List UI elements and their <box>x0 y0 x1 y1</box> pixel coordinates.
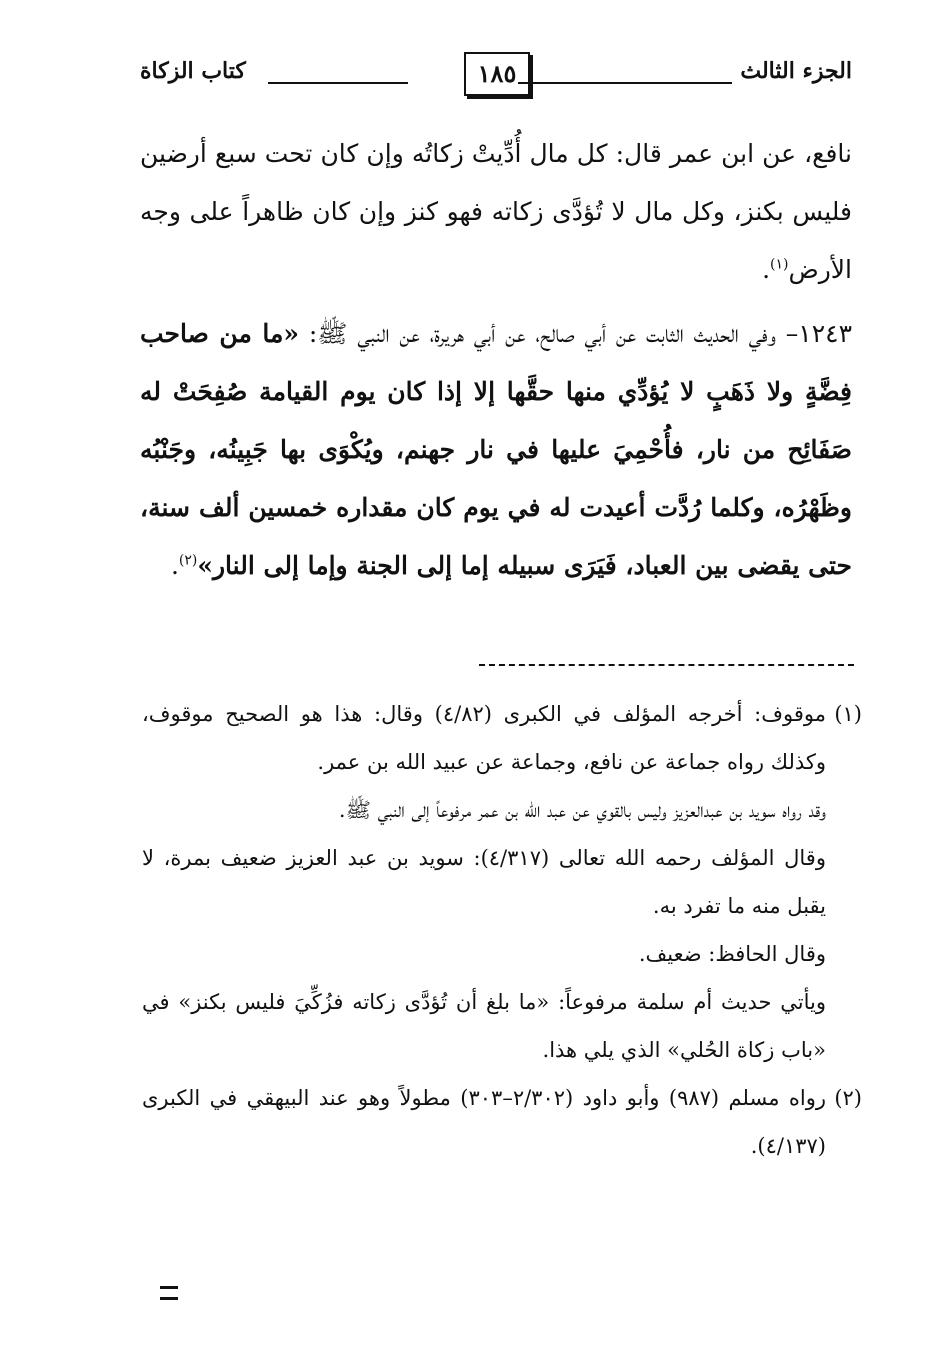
footnote-2 <box>142 1074 862 1170</box>
footnote-1-line: وقال المؤلف رحمه الله تعالى (٤/٣١٧): سويد بن عبد العزيز ضعيف بمرة، لا يقبل منه ما تفرد به. <box>142 846 826 918</box>
page-number: ١٨٥ <box>464 52 530 96</box>
footnote-separator <box>479 664 854 666</box>
paragraph-1-text: نافع، عن ابن عمر قال: كل مال أُدِّيتْ زكاتُه وإن كان تحت سبع أرضين فليس بكنز، وكل مال لا تُؤدَّى زكاته فهو كنز وإن كان ظاهراً على وجه الأرض <box>140 139 852 284</box>
header-rule-left <box>268 82 408 84</box>
footnote-2-number: (٢) <box>834 1086 862 1110</box>
footnote-ref-2: (٢) <box>178 552 198 569</box>
paragraph-2-end: . <box>170 551 179 580</box>
page-header <box>140 52 852 98</box>
footnote-2-text: رواه مسلم (٩٨٧) وأبو داود (٢/٣٠٢–٣٠٣) مطولاً وهو عند البيهقي في الكبرى (٤/١٣٧). <box>142 1086 826 1158</box>
footnote-1 <box>142 690 862 1074</box>
main-text <box>140 125 852 595</box>
paragraph-1-end: . <box>762 255 771 284</box>
header-rule-right <box>518 82 732 84</box>
paragraph-2-intro: ١٢٤٣– وفي الحديث الثابت عن أبي صالح، عن أبي هريرة، عن النبي ﷺ: <box>299 319 852 348</box>
hadith-text: «ما من صاحب فِضَّةٍ ولا ذَهَبٍ لا يُؤدِّي منها حقَّها إلا إذا كان يوم القيامة صُفِحَتْ له صَفَائِح من نار، فأُحْمِيَ عليها في نار جهنم، ويُكْوَى بها جَبِينُه، وجَنْبُه وظَهْرُه، وكلما رُدَّت أعيدت له في يوم كان مقداره خمسين ألف سنة، حتى يقضى بين العباد، فَيَرَى سبيله إما إلى الجنة وإما إلى النار» <box>140 319 852 580</box>
end-mark <box>160 1286 178 1300</box>
footnote-ref-1: (١) <box>770 256 789 273</box>
book-title: كتاب الزكاة <box>140 58 246 84</box>
footnote-1-line: موقوف: أخرجه المؤلف في الكبرى (٤/٨٢) وقال: هذا هو الصحيح موقوف، وكذلك رواه جماعة عن نافع، وجماعة عن عبيد الله بن عمر. <box>142 702 826 774</box>
footnote-1-number: (١) <box>834 702 862 726</box>
volume-title: الجزء الثالث <box>740 58 852 84</box>
footnote-1-line: وقال الحافظ: ضعيف. <box>638 942 826 966</box>
footnote-1-line: وقد رواه سويد بن عبدالعزيز وليس بالقوي عن عبد الله بن عمر مرفوعاً إلى النبي ﷺ. <box>338 798 826 822</box>
footnotes <box>142 690 862 1170</box>
footnote-1-line: ويأتي حديث أم سلمة مرفوعاً: «ما بلغ أن تُؤدَّى زكاته فزُكِّيَ فليس بكنز» في «باب زكاة الحُلي» الذي يلي هذا. <box>142 990 826 1062</box>
paragraph-1 <box>140 125 852 299</box>
paragraph-2 <box>140 305 852 595</box>
